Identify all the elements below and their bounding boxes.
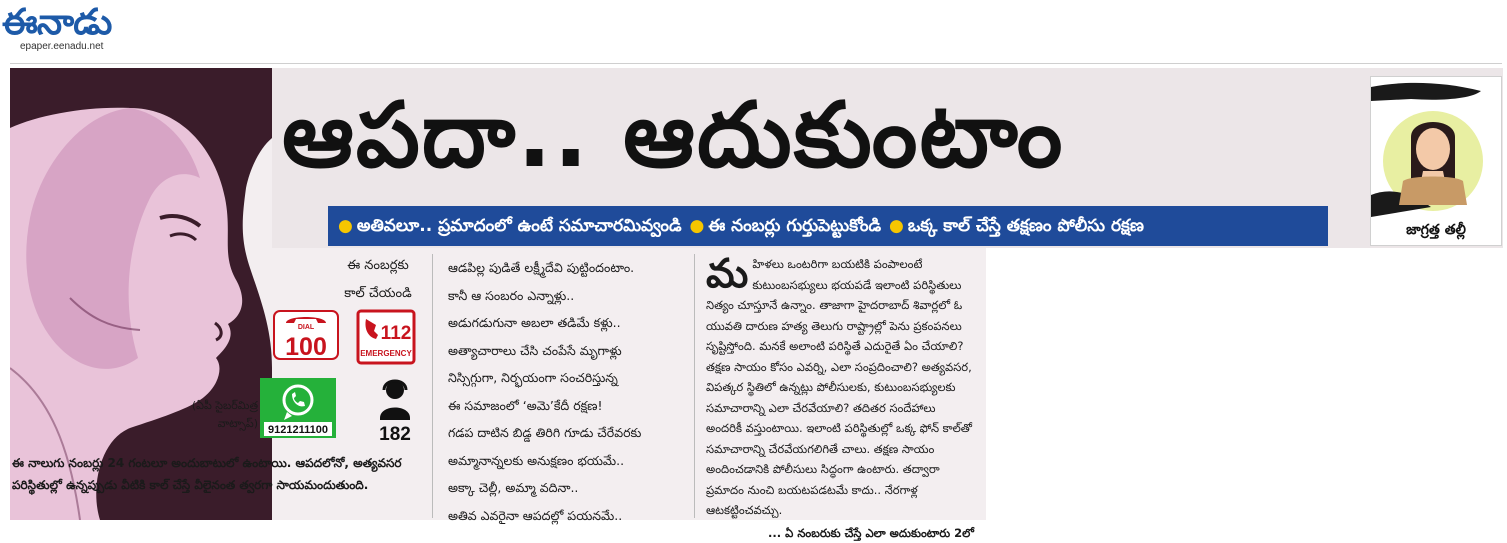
headline: ఆపదా.. ఆదుకుంటాం <box>282 74 1372 198</box>
band-item: అతివలూ.. ప్రమాదంలో ఉంటే సమాచారమివ్వండి <box>357 216 682 236</box>
logo-title: ఈనాడు <box>2 4 111 42</box>
poem-line: అమ్మానాన్నలకు అనుక్షణం భయమే.. <box>448 447 688 475</box>
bullet-icon: ● <box>889 216 904 236</box>
emergency-112-icon <box>356 309 416 365</box>
band-item: ఈ నంబర్లు గుర్తుపెట్టుకోండి <box>708 216 881 236</box>
poem-line: కానీ ఆ సంబరం ఎన్నాళ్లు.. <box>448 282 688 310</box>
sidebox-caption: జాగ్రత్త తల్లీ <box>1371 222 1501 241</box>
whatsapp-number: 9121211100 <box>268 424 328 436</box>
article-body <box>706 254 974 543</box>
dial-label: DIAL <box>298 324 315 331</box>
bullet-icon: ● <box>690 216 705 236</box>
logo-url: epaper.eenadu.net <box>20 41 103 52</box>
protected-woman-illustration <box>1371 77 1501 245</box>
poem-line: గడప దాటిన బిడ్డ తిరిగి గూడు చేరేవరకు <box>448 419 688 447</box>
highlight-band <box>328 206 1328 246</box>
poem-line: అత్యాచారాలు చేసి చంపేసే మృగాళ్లు <box>448 337 688 365</box>
newspaper-logo[interactable] <box>2 4 142 52</box>
emergency-number: 112 <box>381 323 412 344</box>
continued-link[interactable]: ... ఏ నంబరుకు చేస్తే ఎలా అదుకుంటారు 2లో <box>706 523 974 543</box>
poem-line: ఆడపిల్ల పుడితే లక్ష్మీదేవి పుట్టిందంటాం. <box>448 254 688 282</box>
column-divider <box>694 254 695 518</box>
whatsapp-icon <box>260 378 336 438</box>
jagratta-talli-box <box>1370 76 1502 246</box>
band-item: ఒక్క కాల్ చేస్తే తక్షణం పోలీసు రక్షణ <box>908 216 1144 236</box>
whatsapp-label: (ఏపీ సైబర్‌మిత్ర వాట్సాప్) <box>178 397 258 433</box>
agent-number: 182 <box>379 424 411 442</box>
column-divider <box>432 254 433 518</box>
drop-cap: మ <box>706 254 748 294</box>
poem-column <box>448 254 688 529</box>
poem-line: నిస్సిగ్గుగా, నిర్భయంగా సంచరిస్తున్న <box>448 364 688 392</box>
emergency-label: EMERGENCY <box>360 349 412 358</box>
headset-agent-icon <box>372 376 418 442</box>
dial-100-icon <box>272 309 340 361</box>
helpline-heading-line2: కాల్ చేయండి <box>312 280 444 308</box>
dial-number: 100 <box>285 333 327 361</box>
helpline-heading-line1: ఈ నంబర్లకు <box>312 252 444 280</box>
article-text: హిళలు ఒంటరిగా బయటికి పంపాలంటే కుటుంబసభ్యులు భయపడే ఇలాంటి పరిస్థితులు నిత్యం చూస్తూనే ఉన్నాం. తాజాగా హైదరాబాద్ శివార్లలో ఓ యువతి దారుణ హత్య తెలుగు రాష్ట్రాల్లో పెను ప్రకంపనలు సృష్టిస్తోంది. మనకే అలాంటి పరిస్థితే ఎదురైతే ఏం చేయాలి? తక్షణ సాయం కోసం ఎవర్ని, ఎలా సంప్రదించాలి? అత్యవసర, విపత్కర స్థితిలో ఉన్నట్లు పోలీసులకు, కుటుంబసభ్యులకు సమాచారాన్ని ఎలా చేరవేయాలి? తదితర సందేహాలు అందరికీ వస్తుంటాయి. ఇలాంటి పరిస్థితుల్లో ఒక్క ఫోన్ కాల్‌తో సమాచారాన్ని చేరవేయగలిగితే చాలు. తక్షణ సాయం అందించడానికి పోలీసులు సిద్ధంగా ఉంటారు. తద్వారా ప్రమాదం నుంచి బయటపడటమే కాదు.. నేరగాళ్ల ఆటకట్టించవచ్చు. <box>706 257 972 517</box>
helpline-heading <box>312 252 444 308</box>
poem-line: అక్కా చెల్లీ, అమ్మా వదినా.. <box>448 474 688 502</box>
poem-line: ఈ సమాజంలో ‘అమె’కేదీ రక్షణ! <box>448 392 688 420</box>
poem-line: అతివ ఎవరైనా ఆపదల్లో పయనమే.. <box>448 502 688 530</box>
bullet-icon: ● <box>338 216 353 236</box>
top-divider <box>10 63 1502 64</box>
poem-line: అడుగడుగునా అబలా తడిమే కళ్లు.. <box>448 309 688 337</box>
helpline-footnote: ఈ నాలుగు నంబర్లు 24 గంటలూ అందుబాటులో ఉంటాయి. ఆపదలోనో, అత్యవసర పరిస్థితుల్లో ఉన్నప్పుడు వీటికి కాల్ చేస్తే వీలైనంత త్వరగా సాయమందుతుంది. <box>12 452 427 496</box>
